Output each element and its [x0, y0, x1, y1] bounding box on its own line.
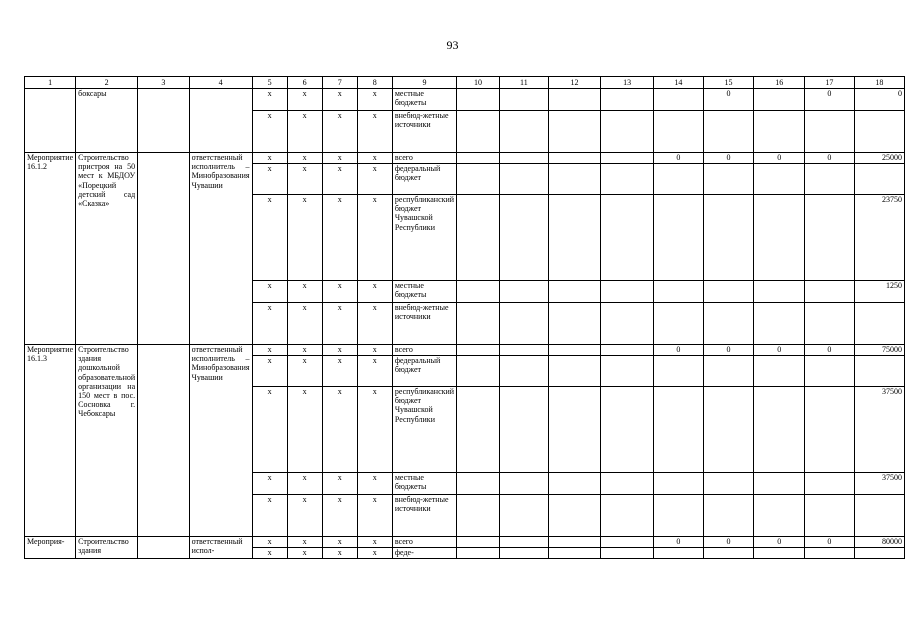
value-col-17: [805, 548, 855, 559]
value-col-15: [703, 548, 754, 559]
value-col-14: [653, 473, 703, 495]
x-mark: х: [322, 537, 357, 548]
x-mark: х: [287, 548, 322, 559]
value-col-13: [601, 548, 654, 559]
value-col-18: 0: [854, 89, 904, 111]
x-mark: х: [252, 387, 287, 473]
value-col-15: 0: [703, 537, 754, 548]
x-mark: х: [287, 473, 322, 495]
value-col-13: [601, 495, 654, 537]
x-mark: х: [252, 303, 287, 345]
measure-label: Мероприя-: [25, 537, 76, 559]
value-col-14: [653, 356, 703, 387]
value-col-15: [703, 195, 754, 281]
value-col-12: [548, 387, 601, 473]
measure-label: [25, 89, 76, 153]
funding-source: местные бюджеты: [392, 473, 456, 495]
x-mark: х: [357, 495, 392, 537]
value-col-14: [653, 111, 703, 153]
x-mark: х: [252, 111, 287, 153]
column-header-14: 14: [653, 77, 703, 89]
table-row: [25, 153, 905, 164]
value-col-16: 0: [754, 537, 805, 548]
value-col-11: [500, 195, 549, 281]
value-col-18: 23750: [854, 195, 904, 281]
x-mark: х: [252, 195, 287, 281]
x-mark: х: [357, 537, 392, 548]
x-mark: х: [287, 537, 322, 548]
value-col-13: [601, 345, 654, 356]
value-col-14: [653, 387, 703, 473]
x-mark: х: [252, 473, 287, 495]
x-mark: х: [357, 548, 392, 559]
column-header-13: 13: [601, 77, 654, 89]
funding-source: всего: [392, 153, 456, 164]
x-mark: х: [252, 548, 287, 559]
value-col-17: 0: [805, 153, 855, 164]
funding-source: внебюд-жетные источники: [392, 111, 456, 153]
budget-table: [24, 76, 905, 559]
page-number: 93: [446, 38, 459, 52]
value-col-16: [754, 387, 805, 473]
value-col-18: [854, 164, 904, 195]
value-col-16: 0: [754, 153, 805, 164]
x-mark: х: [357, 303, 392, 345]
measure-name: Строительство здания: [76, 537, 138, 559]
value-col-11: [500, 111, 549, 153]
table-row: [25, 537, 905, 548]
x-mark: х: [287, 281, 322, 303]
funding-source: федеральный бюджет: [392, 356, 456, 387]
value-col-13: [601, 153, 654, 164]
value-col-10: [457, 153, 500, 164]
column-3-cell: [138, 537, 190, 559]
value-col-12: [548, 89, 601, 111]
x-mark: х: [322, 356, 357, 387]
x-mark: х: [252, 89, 287, 111]
column-header-2: 2: [76, 77, 138, 89]
value-col-16: [754, 303, 805, 345]
value-col-14: 0: [653, 345, 703, 356]
value-col-17: [805, 495, 855, 537]
value-col-13: [601, 537, 654, 548]
funding-source: внебюд-жетные источники: [392, 303, 456, 345]
value-col-15: [703, 495, 754, 537]
value-col-12: [548, 473, 601, 495]
value-col-15: [703, 303, 754, 345]
value-col-13: [601, 195, 654, 281]
value-col-18: 37500: [854, 473, 904, 495]
value-col-13: [601, 164, 654, 195]
value-col-14: [653, 495, 703, 537]
value-col-16: [754, 111, 805, 153]
value-col-11: [500, 345, 549, 356]
x-mark: х: [357, 111, 392, 153]
value-col-11: [500, 537, 549, 548]
value-col-14: [653, 281, 703, 303]
value-col-13: [601, 356, 654, 387]
value-col-17: 0: [805, 89, 855, 111]
value-col-11: [500, 303, 549, 345]
value-col-15: [703, 356, 754, 387]
value-col-16: [754, 548, 805, 559]
value-col-12: [548, 303, 601, 345]
column-3-cell: [138, 153, 190, 345]
x-mark: х: [322, 111, 357, 153]
value-col-18: 37500: [854, 387, 904, 473]
value-col-17: [805, 111, 855, 153]
column-header-18: 18: [854, 77, 904, 89]
value-col-12: [548, 195, 601, 281]
value-col-16: 0: [754, 345, 805, 356]
value-col-12: [548, 281, 601, 303]
x-mark: х: [252, 345, 287, 356]
column-header-12: 12: [548, 77, 601, 89]
x-mark: х: [252, 495, 287, 537]
value-col-16: [754, 473, 805, 495]
value-col-18: 75000: [854, 345, 904, 356]
x-mark: х: [357, 89, 392, 111]
measure-label: Мероприятие 16.1.2: [25, 153, 76, 345]
x-mark: х: [322, 495, 357, 537]
value-col-12: [548, 537, 601, 548]
measure-name: Строительство пристроя на 50 мест к МБДОУ «Порецкий детский сад «Сказка»: [76, 153, 138, 345]
value-col-12: [548, 548, 601, 559]
executor: ответственный исполнитель – Минобразования Чувашии: [189, 345, 252, 537]
column-header-3: 3: [138, 77, 190, 89]
x-mark: х: [252, 537, 287, 548]
value-col-16: [754, 89, 805, 111]
value-col-11: [500, 387, 549, 473]
x-mark: х: [357, 356, 392, 387]
x-mark: х: [287, 303, 322, 345]
value-col-15: 0: [703, 153, 754, 164]
funding-source: всего: [392, 537, 456, 548]
x-mark: х: [322, 195, 357, 281]
value-col-10: [457, 195, 500, 281]
value-col-11: [500, 89, 549, 111]
value-col-10: [457, 548, 500, 559]
value-col-11: [500, 356, 549, 387]
x-mark: х: [322, 281, 357, 303]
value-col-12: [548, 356, 601, 387]
x-mark: х: [322, 345, 357, 356]
x-mark: х: [357, 153, 392, 164]
funding-source: республиканский бюджет Чувашской Республики: [392, 195, 456, 281]
value-col-17: [805, 473, 855, 495]
value-col-13: [601, 111, 654, 153]
value-col-17: [805, 387, 855, 473]
value-col-10: [457, 537, 500, 548]
funding-source: республиканский бюджет Чувашской Республики: [392, 387, 456, 473]
executor: ответственный испол-: [189, 537, 252, 559]
funding-source: местные бюджеты: [392, 281, 456, 303]
x-mark: х: [357, 195, 392, 281]
value-col-13: [601, 473, 654, 495]
value-col-16: [754, 495, 805, 537]
value-col-17: [805, 303, 855, 345]
value-col-13: [601, 387, 654, 473]
value-col-10: [457, 281, 500, 303]
value-col-14: 0: [653, 537, 703, 548]
value-col-14: [653, 89, 703, 111]
value-col-11: [500, 281, 549, 303]
x-mark: х: [287, 356, 322, 387]
value-col-15: 0: [703, 345, 754, 356]
value-col-14: [653, 195, 703, 281]
column-header-7: 7: [322, 77, 357, 89]
value-col-13: [601, 303, 654, 345]
measure-label: Мероприятие 16.1.3: [25, 345, 76, 537]
value-col-14: [653, 303, 703, 345]
value-col-11: [500, 548, 549, 559]
column-header-10: 10: [457, 77, 500, 89]
value-col-15: 0: [703, 89, 754, 111]
value-col-11: [500, 164, 549, 195]
value-col-15: [703, 281, 754, 303]
table-header-row: [25, 77, 905, 89]
x-mark: х: [287, 111, 322, 153]
measure-name: Строительство здания дошкольной образовательной организации на 150 мест в пос. Сосновка г. Чебоксары: [76, 345, 138, 537]
value-col-10: [457, 111, 500, 153]
value-col-17: [805, 164, 855, 195]
value-col-17: 0: [805, 345, 855, 356]
column-header-8: 8: [357, 77, 392, 89]
value-col-10: [457, 164, 500, 195]
x-mark: х: [322, 89, 357, 111]
value-col-15: [703, 111, 754, 153]
value-col-18: [854, 111, 904, 153]
column-header-15: 15: [703, 77, 754, 89]
column-header-9: 9: [392, 77, 456, 89]
x-mark: х: [252, 153, 287, 164]
value-col-12: [548, 153, 601, 164]
x-mark: х: [322, 153, 357, 164]
value-col-11: [500, 473, 549, 495]
value-col-15: [703, 387, 754, 473]
value-col-18: [854, 548, 904, 559]
value-col-16: [754, 195, 805, 281]
value-col-16: [754, 356, 805, 387]
x-mark: х: [287, 164, 322, 195]
column-header-1: 1: [25, 77, 76, 89]
x-mark: х: [322, 164, 357, 195]
value-col-15: [703, 473, 754, 495]
value-col-18: 25000: [854, 153, 904, 164]
funding-source: местные бюджеты: [392, 89, 456, 111]
value-col-10: [457, 345, 500, 356]
column-header-5: 5: [252, 77, 287, 89]
value-col-18: [854, 303, 904, 345]
x-mark: х: [287, 153, 322, 164]
value-col-18: 1250: [854, 281, 904, 303]
x-mark: х: [252, 356, 287, 387]
value-col-10: [457, 356, 500, 387]
x-mark: х: [357, 281, 392, 303]
x-mark: х: [287, 495, 322, 537]
value-col-13: [601, 281, 654, 303]
value-col-10: [457, 89, 500, 111]
value-col-16: [754, 281, 805, 303]
value-col-11: [500, 153, 549, 164]
x-mark: х: [287, 387, 322, 473]
funding-source: феде-: [392, 548, 456, 559]
value-col-10: [457, 303, 500, 345]
x-mark: х: [252, 281, 287, 303]
x-mark: х: [287, 195, 322, 281]
funding-source: внебюд-жетные источники: [392, 495, 456, 537]
column-header-16: 16: [754, 77, 805, 89]
x-mark: х: [357, 473, 392, 495]
table-row: [25, 89, 905, 111]
value-col-18: 80000: [854, 537, 904, 548]
funding-source: всего: [392, 345, 456, 356]
column-3-cell: [138, 89, 190, 153]
funding-source: федеральный бюджет: [392, 164, 456, 195]
value-col-14: [653, 548, 703, 559]
value-col-17: 0: [805, 537, 855, 548]
value-col-17: [805, 195, 855, 281]
x-mark: х: [252, 164, 287, 195]
executor: [189, 89, 252, 153]
value-col-12: [548, 495, 601, 537]
value-col-14: 0: [653, 153, 703, 164]
x-mark: х: [322, 387, 357, 473]
value-col-11: [500, 495, 549, 537]
x-mark: х: [357, 164, 392, 195]
x-mark: х: [287, 89, 322, 111]
executor: ответственный исполнитель – Минобразования Чувашии: [189, 153, 252, 345]
x-mark: х: [322, 548, 357, 559]
value-col-17: [805, 281, 855, 303]
value-col-18: [854, 495, 904, 537]
value-col-10: [457, 387, 500, 473]
value-col-12: [548, 345, 601, 356]
table-row: [25, 345, 905, 356]
value-col-12: [548, 164, 601, 195]
x-mark: х: [322, 473, 357, 495]
x-mark: х: [357, 387, 392, 473]
column-header-11: 11: [500, 77, 549, 89]
value-col-16: [754, 164, 805, 195]
column-header-17: 17: [805, 77, 855, 89]
value-col-15: [703, 164, 754, 195]
column-header-6: 6: [287, 77, 322, 89]
value-col-14: [653, 164, 703, 195]
value-col-13: [601, 89, 654, 111]
value-col-10: [457, 495, 500, 537]
value-col-12: [548, 111, 601, 153]
x-mark: х: [322, 303, 357, 345]
column-3-cell: [138, 345, 190, 537]
value-col-18: [854, 356, 904, 387]
value-col-10: [457, 473, 500, 495]
column-header-4: 4: [189, 77, 252, 89]
x-mark: х: [357, 345, 392, 356]
x-mark: х: [287, 345, 322, 356]
measure-name: боксары: [76, 89, 138, 153]
value-col-17: [805, 356, 855, 387]
